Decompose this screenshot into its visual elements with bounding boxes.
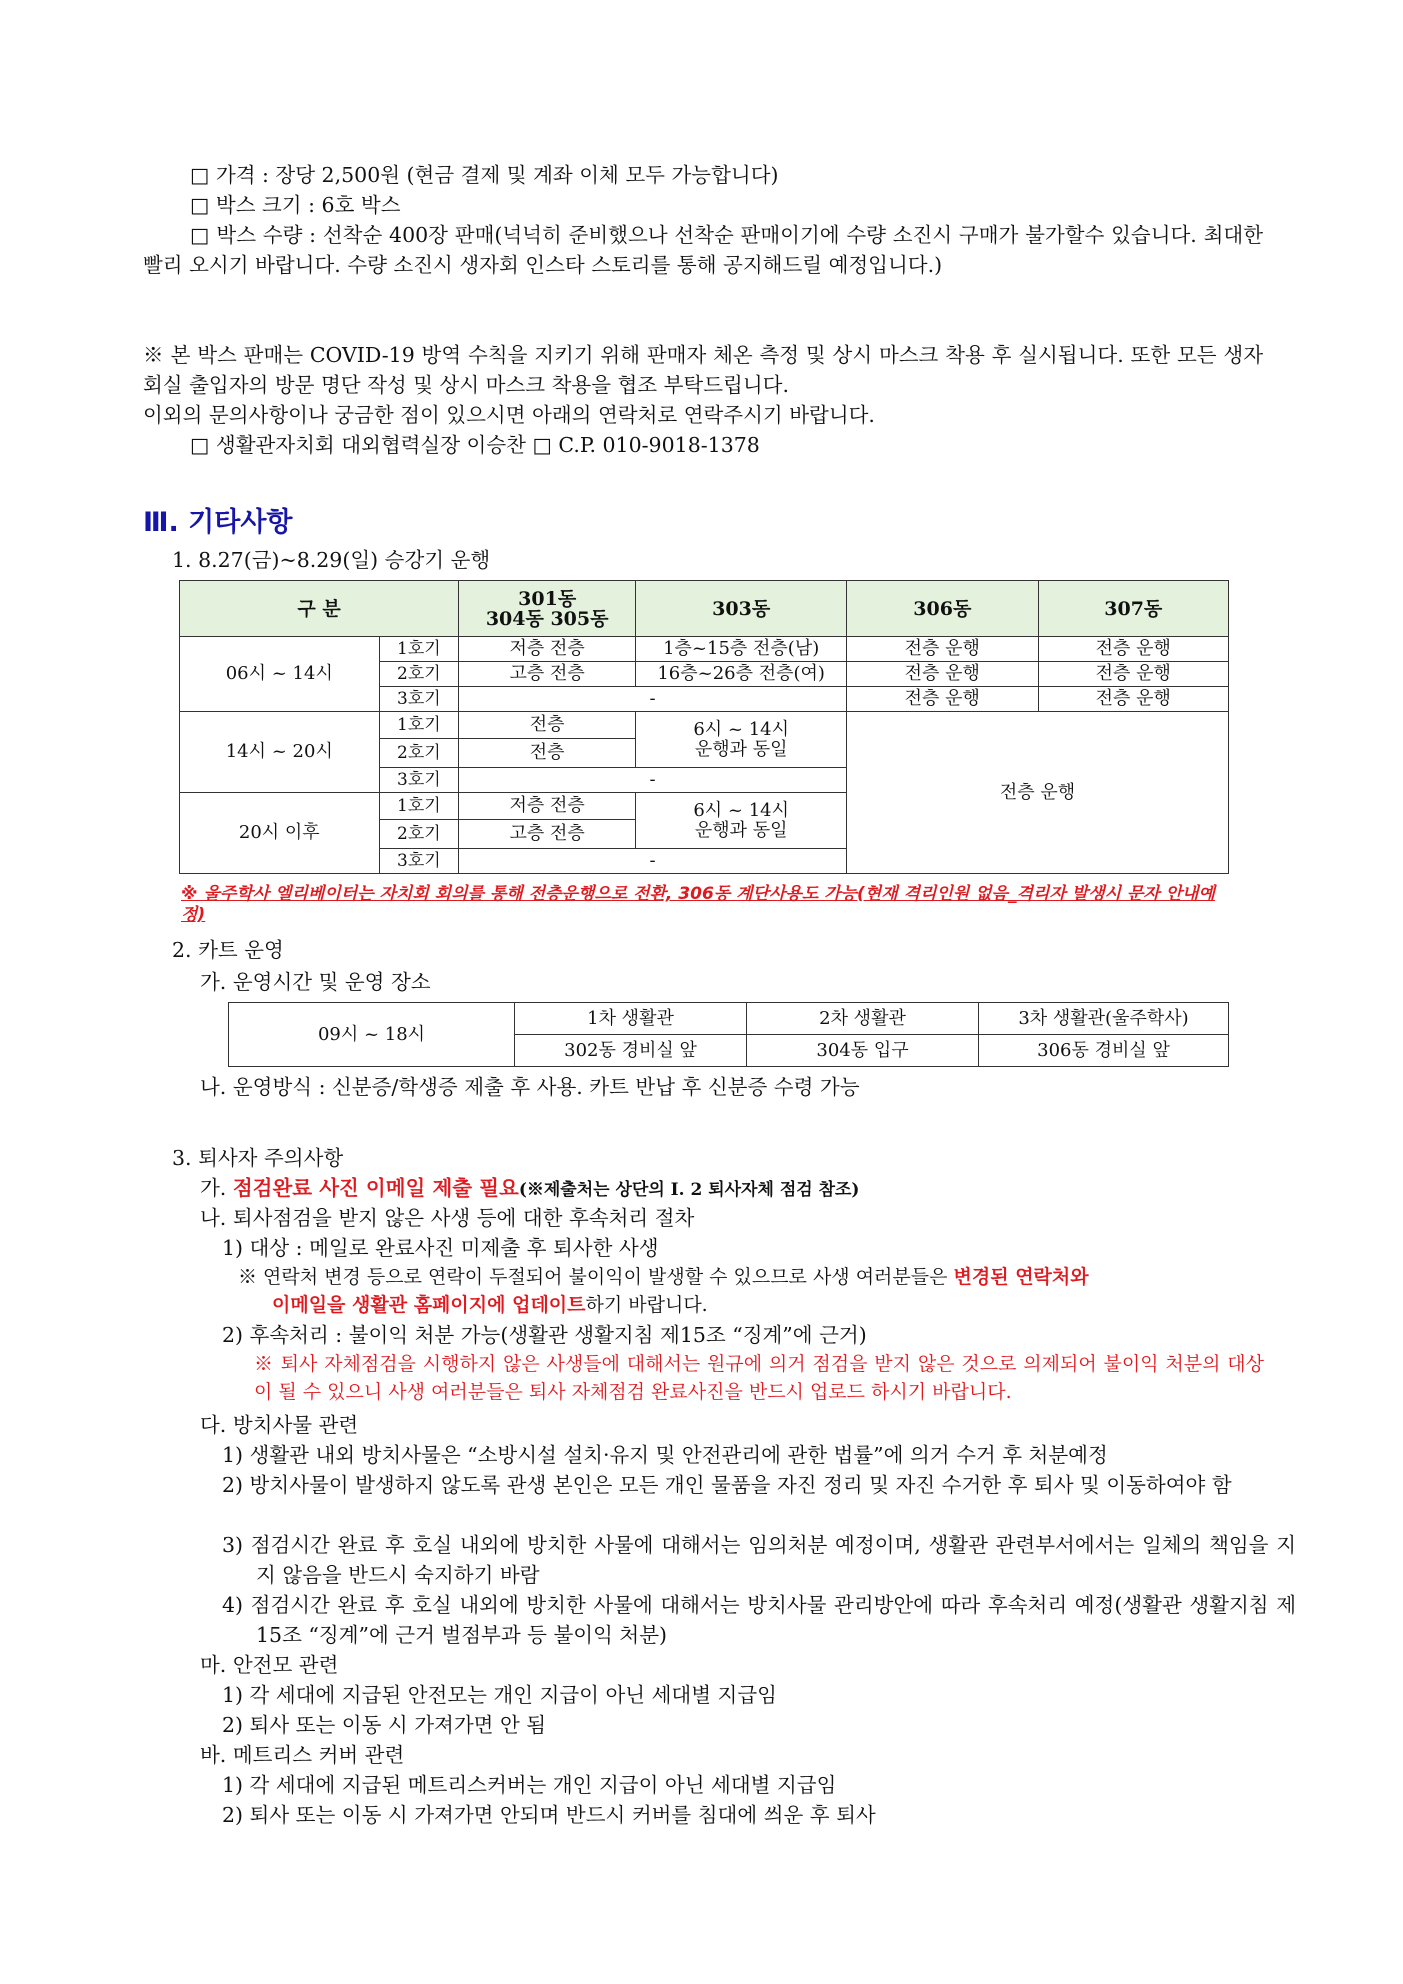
header-division: 구 분	[180, 581, 459, 637]
item3-na2: 2) 후속처리 : 불이익 처분 가능(생활관 생활지침 제15조 “징계”에 근거)	[222, 1323, 867, 1347]
header-307: 307동	[1038, 581, 1228, 637]
cart-spot: 306동 경비실 앞	[979, 1035, 1229, 1067]
item3-ga: 가. 점검완료 사진 이메일 제출 필요(※제출처는 상단의 Ⅰ. 2 퇴사자체 점검 참조)	[200, 1176, 860, 1200]
item3-ba1: 1) 각 세대에 지급된 메트리스커버는 개인 지급이 아닌 세대별 지급임	[222, 1773, 837, 1797]
cell-301: 저층 전층	[459, 793, 636, 820]
unit-label: 3호기	[379, 768, 458, 793]
cell-dash: -	[459, 849, 847, 874]
cell-307: 전층 운행	[1038, 662, 1228, 687]
cell-301: 전층	[459, 712, 636, 739]
cell-307: 전층 운행	[1038, 687, 1228, 712]
item3-ma1: 1) 각 세대에 지급된 안전모는 개인 지급이 아닌 세대별 지급임	[222, 1683, 777, 1707]
time-14-20: 14시 ~ 20시	[180, 712, 380, 793]
inquiry-line: 이외의 문의사항이나 궁금한 점이 있으시면 아래의 연락처로 연락주시기 바랍니다.	[143, 403, 875, 427]
unit-label: 1호기	[379, 637, 458, 662]
cart-spot: 304동 입구	[747, 1035, 979, 1067]
item3-na1-note: ※ 연락처 변경 등으로 연락이 두절되어 불이익이 발생할 수 있으므로 사생 여러분들은 변경된 연락처와	[238, 1266, 1089, 1288]
unit-label: 2호기	[379, 820, 458, 849]
cart-time: 09시 ~ 18시	[229, 1003, 515, 1067]
cell-301: 전층	[459, 739, 636, 768]
section-title: Ⅲ. 기타사항	[143, 507, 293, 538]
item3-da3: 3) 점검시간 완료 후 호실 내외에 방치한 사물에 대해서는 임의처분 예정이며, 생활관 관련부서에서는 일체의 책임을 지지 않음을 반드시 숙지하기 바람	[222, 1533, 1296, 1587]
contact-line: □ 생활관자치회 대외협력실장 이승찬 □ C.P. 010-9018-1378	[190, 433, 760, 457]
item3-ba2: 2) 퇴사 또는 이동 시 가져가면 안되며 반드시 커버를 침대에 씌운 후 퇴사	[222, 1803, 876, 1827]
header-303: 303동	[636, 581, 847, 637]
item3-da4: 4) 점검시간 완료 후 호실 내외에 방치한 사물에 대해서는 방치사물 관리방안에 따라 후속처리 예정(생활관 생활지침 제15조 “징계”에 근거 벌점부과 등 불이익 처분)	[222, 1593, 1296, 1647]
cell-full-operation: 전층 운행	[847, 712, 1229, 874]
item3-na: 나. 퇴사점검을 받지 않은 사생 등에 대한 후속처리 절차	[200, 1206, 695, 1230]
header-306: 306동	[847, 581, 1038, 637]
unit-label: 2호기	[379, 662, 458, 687]
cell-301: 고층 전층	[459, 662, 636, 687]
price-line: □ 가격 : 장당 2,500원 (현금 결제 및 계좌 이체 모두 가능합니다)	[190, 163, 779, 187]
cell-306: 전층 운행	[847, 662, 1038, 687]
cart-spot: 302동 경비실 앞	[515, 1035, 747, 1067]
time-after-20: 20시 이후	[180, 793, 380, 874]
cell-dash: -	[459, 687, 847, 712]
cell-303: 16층~26층 전층(여)	[636, 662, 847, 687]
item3-na1: 1) 대상 : 메일로 완료사진 미제출 후 퇴사한 사생	[222, 1236, 659, 1260]
box-qty-paragraph: □ 박스 수량 : 선착순 400장 판매(넉넉히 준비했으나 선착순 판매이기에 수량 소진시 구매가 불가할수 있습니다. 최대한 빨리 오시기 바랍니다. 수량 소진시 생자회 인스타 스토리를 통해 공지해드릴 예정입니다.)	[143, 223, 1263, 277]
item2-ga: 가. 운영시간 및 운영 장소	[200, 970, 431, 994]
time-06-14: 06시 ~ 14시	[180, 637, 380, 712]
item3-da2: 2) 방치사물이 발생하지 않도록 관생 본인은 모든 개인 물품을 자진 정리 및 자진 수거한 후 퇴사 및 이동하여야 함	[222, 1473, 1232, 1497]
cart-place: 2차 생활관	[747, 1003, 979, 1035]
cell-306: 전층 운행	[847, 637, 1038, 662]
box-size-line: □ 박스 크기 : 6호 박스	[190, 193, 401, 217]
cart-place: 1차 생활관	[515, 1003, 747, 1035]
item3-ma2: 2) 퇴사 또는 이동 시 가져가면 안 됨	[222, 1713, 547, 1737]
elevator-table	[179, 580, 1229, 874]
cell-301: 저층 전층	[459, 637, 636, 662]
cell-306: 전층 운행	[847, 687, 1038, 712]
cell-303-same: 6시 ~ 14시 운행과 동일	[636, 793, 847, 849]
item3-na1-note-cont: 이메일을 생활관 홈페이지에 업데이트하기 바랍니다.	[272, 1294, 708, 1316]
item3-ba: 바. 메트리스 커버 관련	[200, 1743, 405, 1767]
item3-da: 다. 방치사물 관련	[200, 1413, 359, 1437]
unit-label: 3호기	[379, 687, 458, 712]
item3-ma: 마. 안전모 관련	[200, 1653, 339, 1677]
cart-table	[228, 1002, 1229, 1067]
header-301: 301동 304동 305동	[459, 581, 636, 637]
unit-label: 1호기	[379, 793, 458, 820]
item3-na2-note: ※ 퇴사 자체점검을 시행하지 않은 사생들에 대해서는 원규에 의거 점검을 받지 않은 것으로 의제되어 불이익 처분의 대상이 될 수 있으니 사생 여러분들은 퇴사 자체점검 완료사진을 반드시 업로드 하시기 바랍니다.	[254, 1353, 1264, 1403]
unit-label: 3호기	[379, 849, 458, 874]
cart-place: 3차 생활관(울주학사)	[979, 1003, 1229, 1035]
cell-303-same: 6시 ~ 14시 운행과 동일	[636, 712, 847, 768]
item1-heading: 1. 8.27(금)~8.29(일) 승강기 운행	[172, 548, 491, 572]
ulju-elevator-note: ※ 울주학사 엘리베이터는 자치회 회의를 통해 전층운행으로 전환, 306동 계단사용도 가능(현재 격리인원 없음_격리자 발생시 문자 안내예정)	[181, 884, 1215, 925]
item2-na: 나. 운영방식 : 신분증/학생증 제출 후 사용. 카트 반납 후 신분증 수령 가능	[200, 1075, 860, 1099]
unit-label: 2호기	[379, 739, 458, 768]
cell-301: 고층 전층	[459, 820, 636, 849]
cell-307: 전층 운행	[1038, 637, 1228, 662]
unit-label: 1호기	[379, 712, 458, 739]
cell-303: 1층~15층 전층(남)	[636, 637, 847, 662]
cell-dash: -	[459, 768, 847, 793]
item2-heading: 2. 카트 운영	[172, 938, 284, 962]
item3-da1: 1) 생활관 내외 방치사물은 “소방시설 설치·유지 및 안전관리에 관한 법률”에 의거 수거 후 처분예정	[222, 1443, 1108, 1467]
item3-heading: 3. 퇴사자 주의사항	[172, 1146, 344, 1170]
covid-note: ※ 본 박스 판매는 COVID-19 방역 수칙을 지키기 위해 판매자 체온 측정 및 상시 마스크 착용 후 실시됩니다. 또한 모든 생자회실 출입자의 방문 명단 작성 및 상시 마스크 착용을 협조 부탁드립니다.	[143, 343, 1263, 397]
